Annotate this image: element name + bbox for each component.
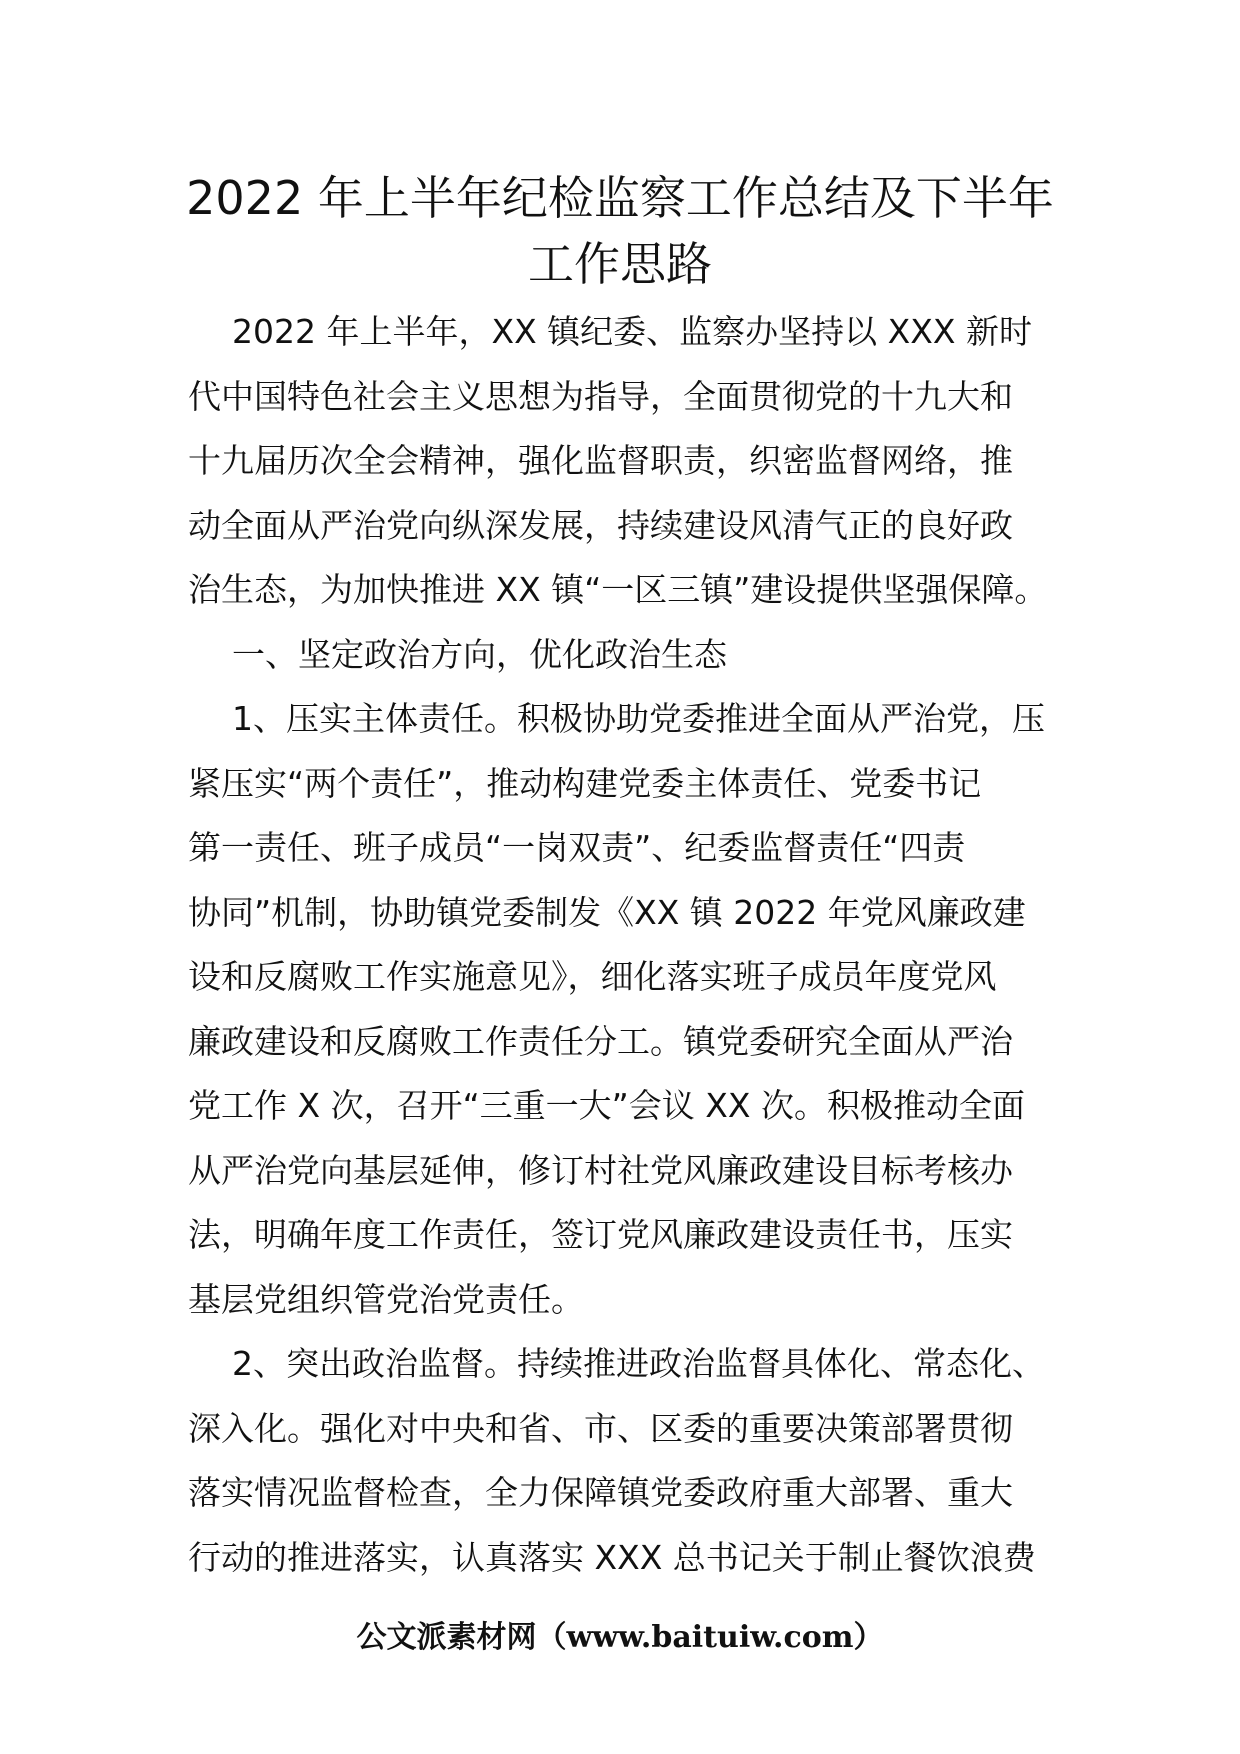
paragraph-line: 十九届历次全会精神，强化监督职责，织密监督网络，推 xyxy=(188,441,1013,480)
paragraph-line: 治生态，为加快推进 XX 镇“一区三镇”建设提供坚强保障。 xyxy=(188,570,1048,609)
document-body xyxy=(188,300,1068,1590)
paragraph-line: 第一责任、班子成员“一岗双责”、纪委监督责任“四责 xyxy=(188,828,966,867)
paragraph-line: 廉政建设和反腐败工作责任分工。镇党委研究全面从严治 xyxy=(188,1021,1013,1061)
paragraph-line: 深入化。强化对中央和省、市、区委的重要决策部署贯彻 xyxy=(188,1408,1013,1448)
document-title-line-2: 工作思路 xyxy=(528,237,712,291)
paragraph-line: 法，明确年度工作责任，签订党风廉政建设责任书，压实 xyxy=(188,1215,1013,1254)
document-title-line-1: 2022 年上半年纪检监察工作总结及下半年 xyxy=(186,171,1054,225)
paragraph-line: 落实情况监督检查，全力保障镇党委政府重大部署、重大 xyxy=(188,1473,1013,1512)
paragraph-line: 行动的推进落实，认真落实 XXX 总书记关于制止餐饮浪费 xyxy=(188,1537,1036,1577)
paragraph-line: 2、突出政治监督。持续推进政治监督具体化、常态化、 xyxy=(232,1344,1045,1383)
paragraph-line: 2022 年上半年，XX 镇纪委、监察办坚持以 XXX 新时 xyxy=(232,312,1032,351)
paragraph-line: 代中国特色社会主义思想为指导，全面贯彻党的十九大和 xyxy=(188,376,1013,416)
paragraph-line: 1、压实主体责任。积极协助党委推进全面从严治党，压 xyxy=(232,699,1045,738)
paragraph-line: 从严治党向基层延伸，修订村社党风廉政建设目标考核办 xyxy=(188,1150,1013,1190)
section-heading: 一、坚定政治方向，优化政治生态 xyxy=(232,634,727,674)
paragraph-line: 协同”机制，协助镇党委制发《XX 镇 2022 年党风廉政建 xyxy=(188,892,1026,932)
paragraph-line: 设和反腐败工作实施意见》，细化落实班子成员年度党风 xyxy=(188,957,997,996)
paragraph-line: 紧压实“两个责任”，推动构建党委主体责任、党委书记 xyxy=(188,763,982,803)
footer-watermark: 公文派素材网（www.baituiw.com） xyxy=(356,1620,884,1655)
paragraph-line: 动全面从严治党向纵深发展，持续建设风清气正的良好政 xyxy=(188,505,1013,545)
paragraph-line: 党工作 X 次，召开“三重一大”会议 XX 次。积极推动全面 xyxy=(188,1086,1025,1125)
paragraph-line: 基层党组织管党治党责任。 xyxy=(188,1279,584,1319)
